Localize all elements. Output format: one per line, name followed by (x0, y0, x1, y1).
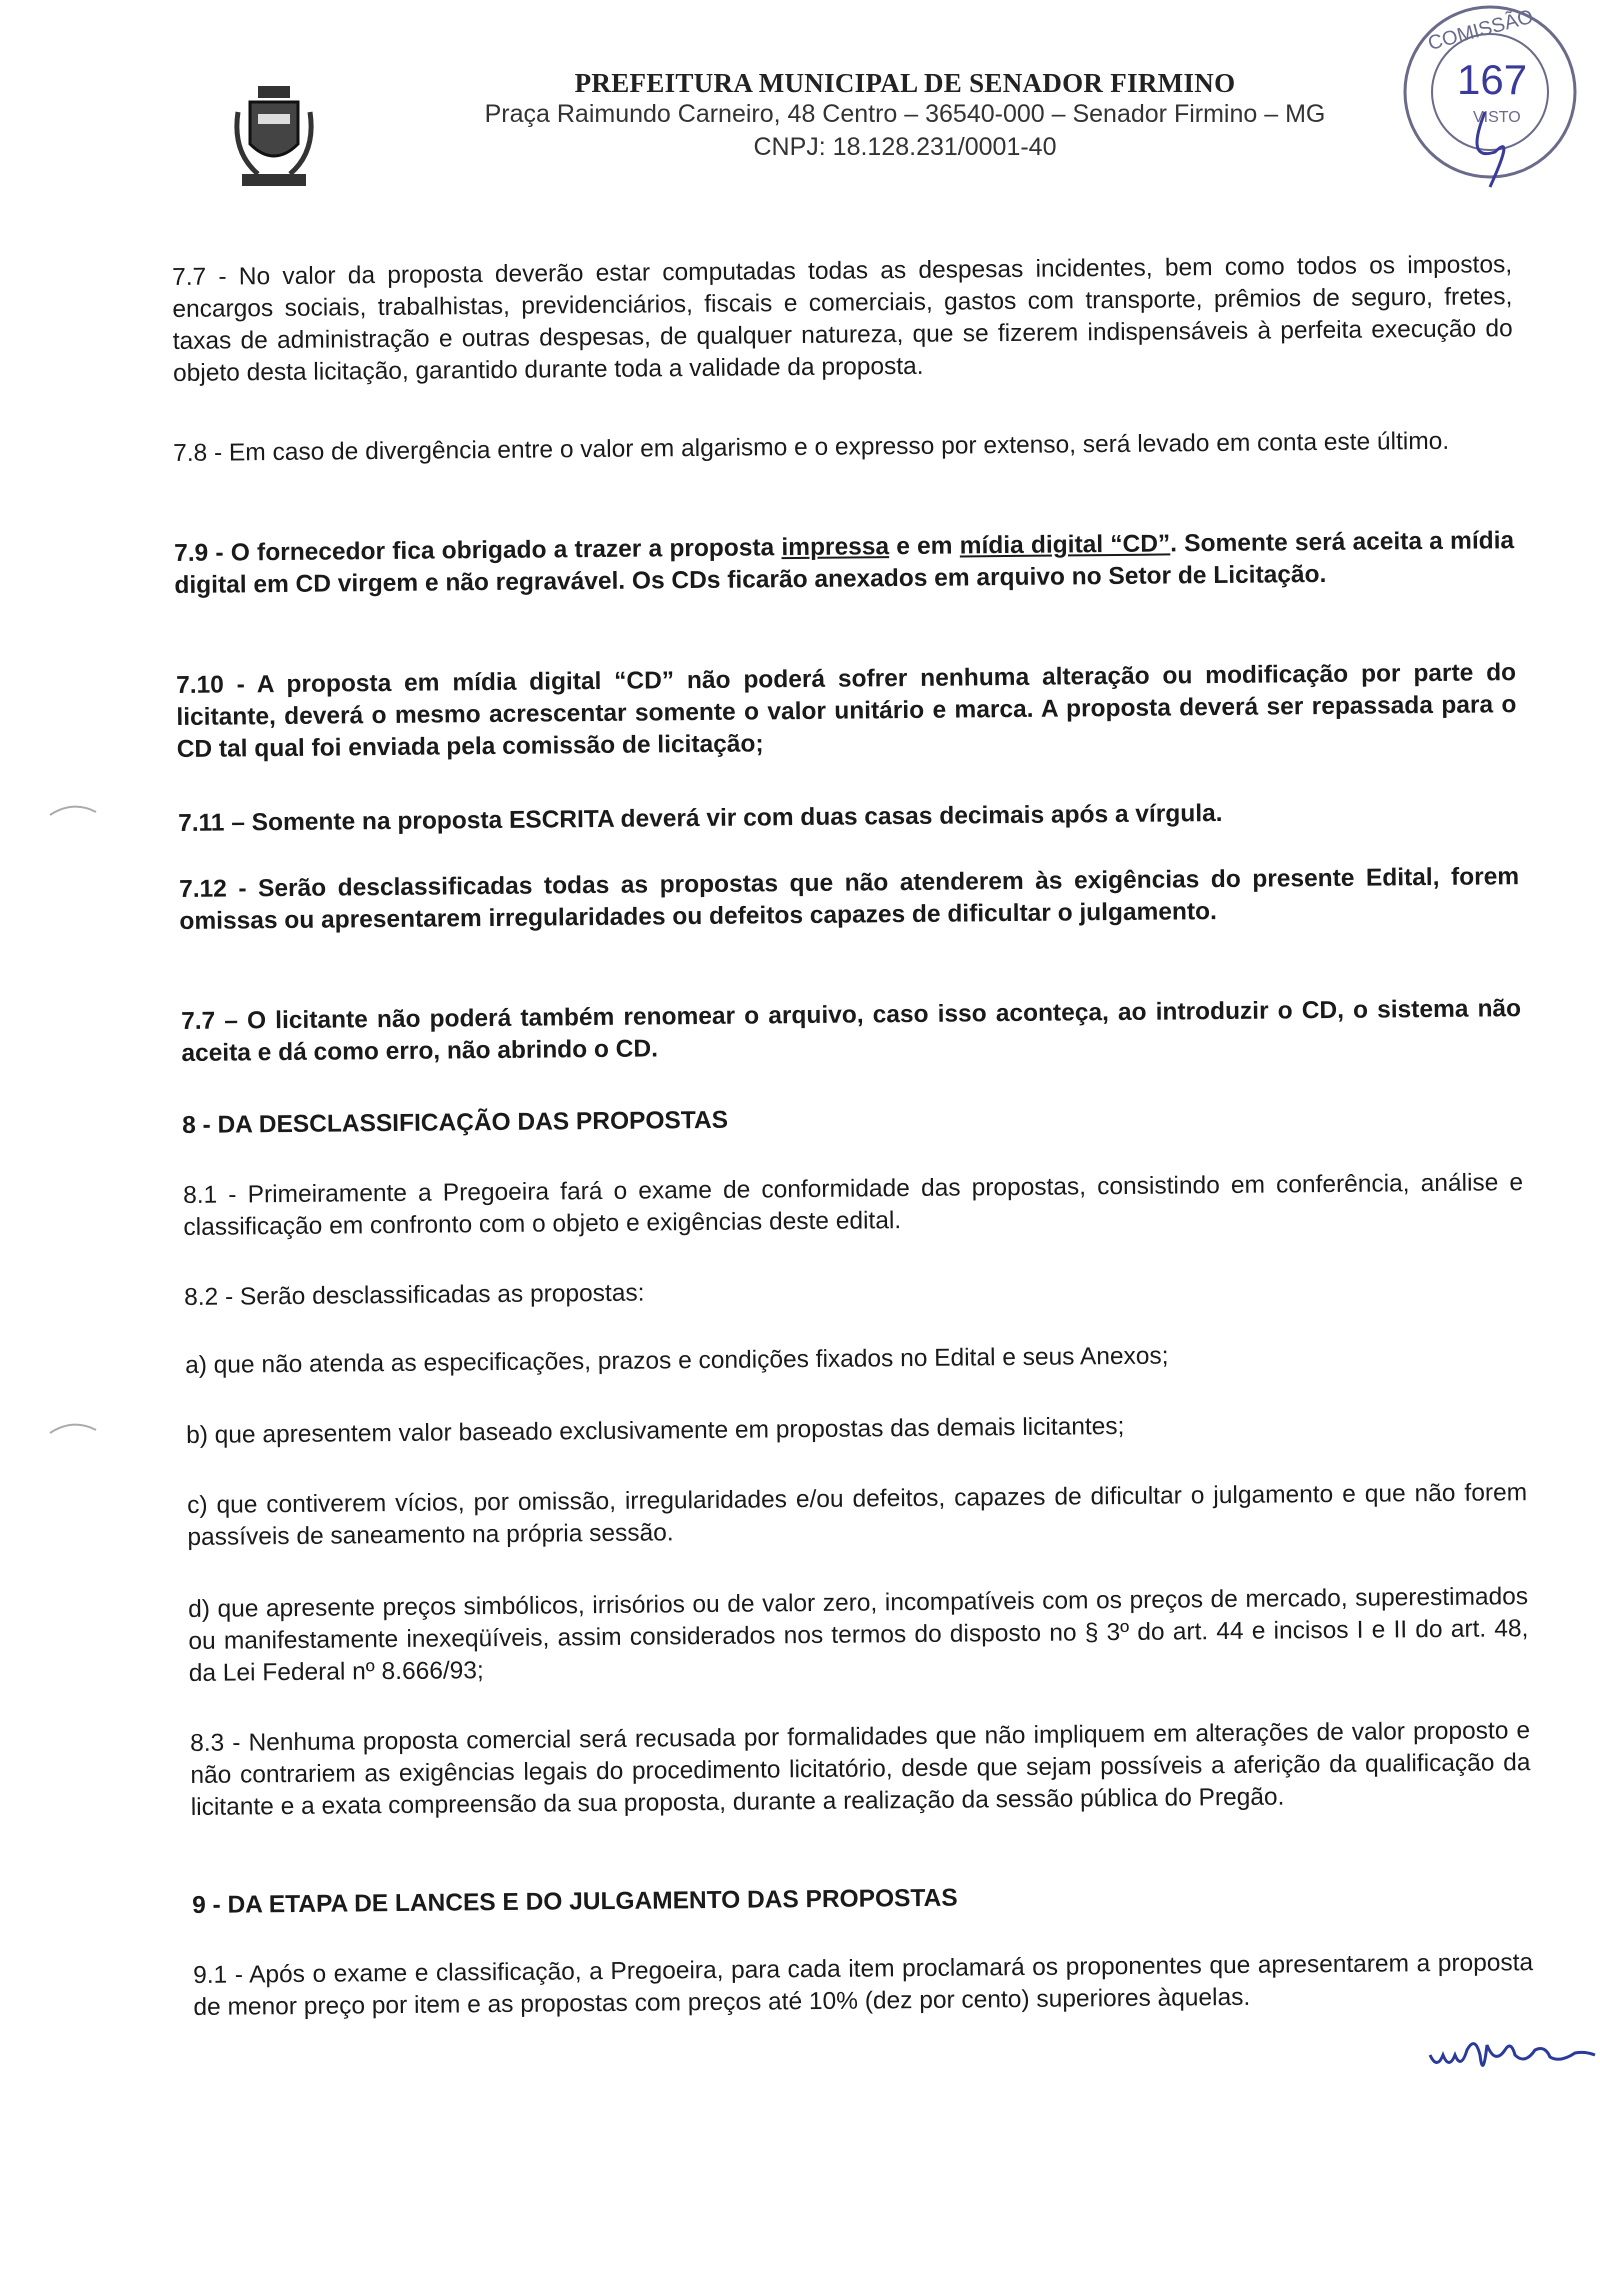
clause-7-9-text: e em (888, 532, 960, 561)
scan-mark (48, 800, 98, 820)
scan-mark (48, 1418, 98, 1438)
clause-7-9-underlined-printed: impressa (781, 533, 890, 562)
clause-8-2-a: a) que não atenda as especificações, prazos e condições fixados no Edital e seus Anexos; (185, 1342, 1169, 1379)
clause-7-9 (174, 525, 1515, 602)
header-cnpj: CNPJ: 18.128.231/0001-40 (753, 133, 1057, 161)
header-address: Praça Raimundo Carneiro, 48 Centro – 36540-000 – Senador Firmino – MG (484, 100, 1326, 128)
clause-7-9-text: . Somente será aceita a mídia digital em CD virgem e não regravável. Os CDs ficarão anexados em arquivo no Setor de Licitação. (174, 527, 1515, 599)
clause-8-2: 8.2 - Serão desclassificadas as propostas: (184, 1279, 645, 1311)
handwritten-signature (1425, 2025, 1600, 2085)
svg-text:167: 167 (1457, 56, 1528, 103)
clause-9-1: 9.1 - Após o exame e classificação, a Pregoeira, para cada item proclamará os proponentes que apresentarem a proposta de menor preço por item e as propostas com preços até 10% (dez por cento) superiores àquelas. (193, 1949, 1534, 2021)
commission-stamp (1395, 2, 1585, 192)
section-8-heading: 8 - DA DESCLASSIFICAÇÃO DAS PROPOSTAS (182, 1106, 729, 1139)
section-9-heading: 9 - DA ETAPA DE LANCES E DO JULGAMENTO DAS PROPOSTAS (192, 1884, 958, 1919)
clause-7-7-second: 7.7 – O licitante não poderá também renomear o arquivo, caso isso aconteça, ao introduzir o CD, o sistema não aceita e dá como erro, não abrindo o CD. (181, 995, 1522, 1067)
municipal-coat-of-arms-logo (228, 82, 320, 192)
clause-8-3: 8.3 - Nenhuma proposta comercial será recusada por formalidades que não impliquem em alterações de valor proposto e não contrariem as exigências legais do procedimento licitatório, desde que sejam possíveis a aferição da qualificação da licitante e a exata compreensão da sua proposta, durante a realização da sessão pública do Pregão. (190, 1717, 1531, 1821)
clause-7-7: 7.7 - No valor da proposta deverão estar computadas todas as despesas incidentes, bem como todos os impostos, encargos sociais, trabalhistas, previdenciários, fiscais e comerciais, gastos com transporte, prêmios de seguro, fretes, taxas de administração e outras despesas, de qualquer natureza, que se fizerem indispensáveis à perfeita execução do objeto desta licitação, garantido durante toda a validade da proposta. (172, 251, 1513, 387)
svg-text:VISTO: VISTO (1473, 109, 1521, 126)
clause-7-9-underlined-digital: mídia digital “CD” (959, 530, 1171, 560)
clause-7-12: 7.12 - Serão desclassificadas todas as propostas que não atenderem às exigências do presente Edital, forem omissas ou apresentarem irregularidades ou defeitos capazes de dificultar o julgamento. (179, 863, 1520, 935)
svg-text:COMISSÃO: COMISSÃO (1425, 5, 1536, 55)
clause-8-2-b: b) que apresentem valor baseado exclusivamente em propostas das demais licitantes; (186, 1412, 1125, 1449)
clause-7-9-text: 7.9 - O fornecedor fica obrigado a trazer a proposta (174, 534, 782, 567)
clause-8-2-c: c) que contiverem vícios, por omissão, irregularidades e/ou defeitos, capazes de dificultar o julgamento e que não forem passíveis de saneamento na própria sessão. (187, 1479, 1528, 1551)
clause-7-11: 7.11 – Somente na proposta ESCRITA deverá vir com duas casas decimais após a vírgula. (178, 799, 1223, 837)
clause-7-10: 7.10 - A proposta em mídia digital “CD” não poderá sofrer nenhuma alteração ou modificação por parte do licitante, deverá o mesmo acrescentar somente o valor unitário e marca. A proposta deverá ser repassada para o CD tal qual foi enviada pela comissão de licitação; (176, 659, 1517, 763)
header-title: PREFEITURA MUNICIPAL DE SENADOR FIRMINO (574, 68, 1236, 98)
clause-7-8: 7.8 - Em caso de divergência entre o valor em algarismo e o expresso por extenso, será levado em conta este último. (173, 427, 1450, 467)
clause-8-1: 8.1 - Primeiramente a Pregoeira fará o exame de conformidade das propostas, consistindo em conferência, análise e classificação em confronto com o objeto e exigências deste edital. (183, 1169, 1524, 1241)
clause-8-2-d: d) que apresente preços simbólicos, irrisórios ou de valor zero, incompatíveis com os preços de mercado, superestimados ou manifestamente inexeqüíveis, assim considerados nos termos do disposto no § 3º do art. 44 e incisos I e II do art. 48, da Lei Federal nº 8.666/93; (188, 1583, 1529, 1687)
